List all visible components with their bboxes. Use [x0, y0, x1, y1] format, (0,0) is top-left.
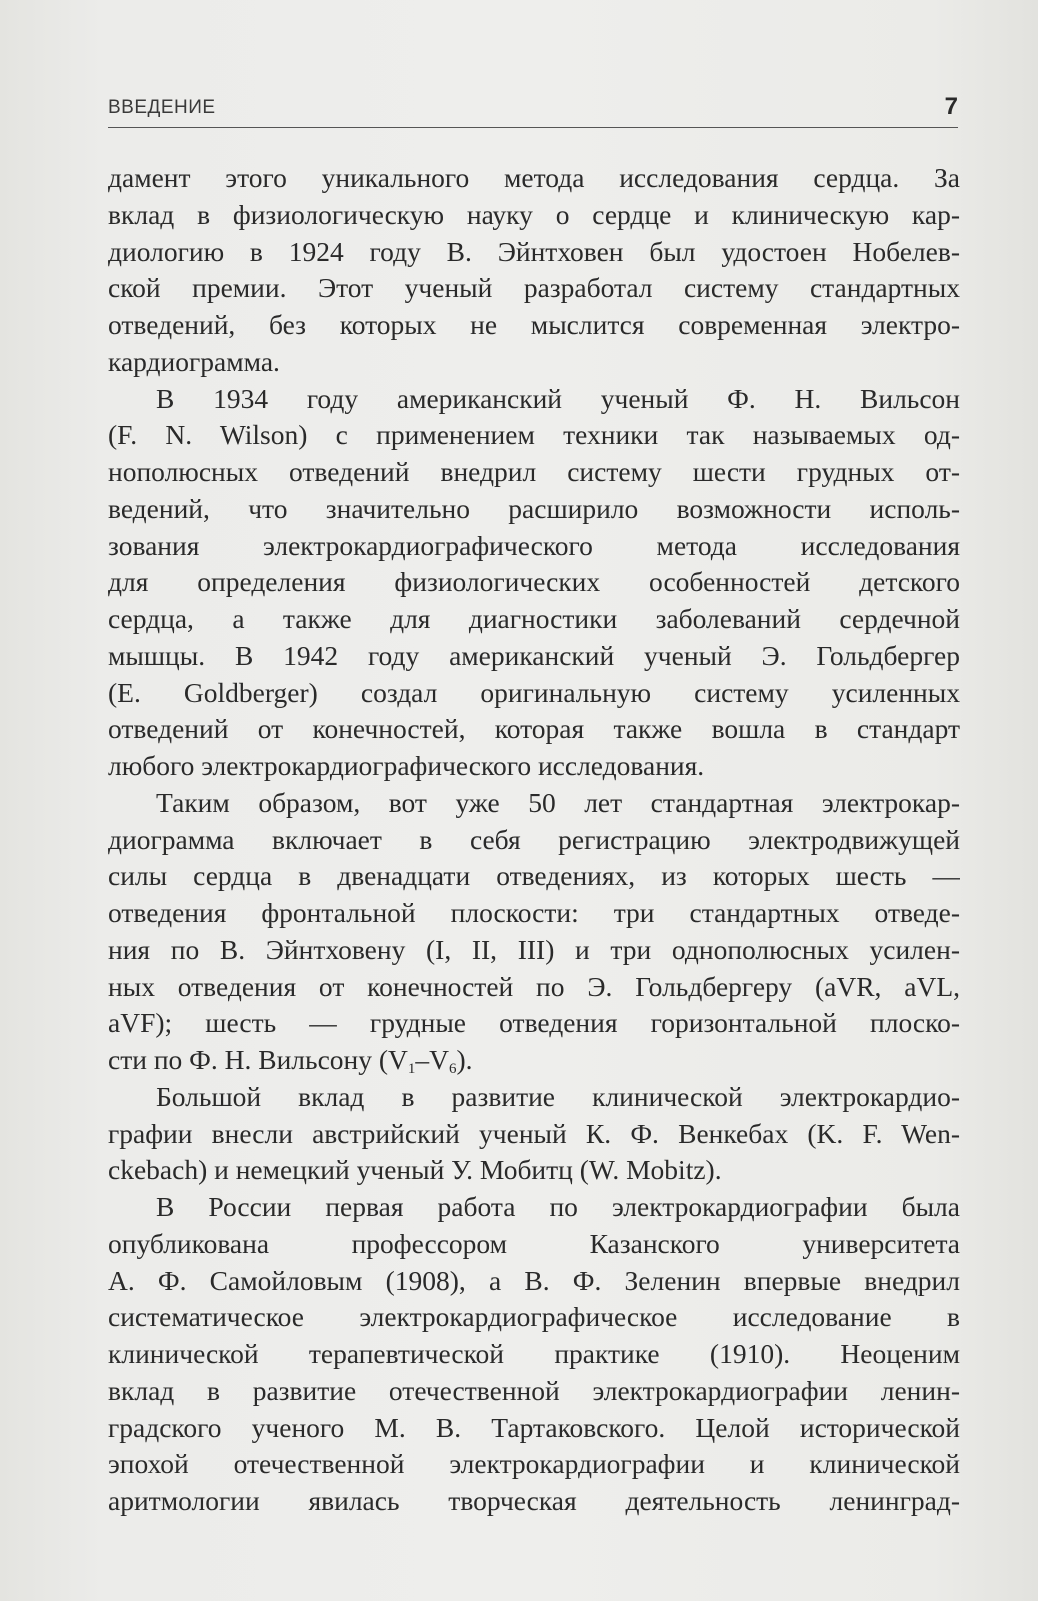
lead-subscript-last: 6	[449, 1061, 457, 1077]
text-line: графии внесли австрийский ученый К. Ф. Венкебах (K. F. Wen-	[108, 1117, 960, 1149]
lead-subscript-first: 1	[407, 1061, 416, 1077]
text-line: дамент этого уникального метода исследования сердца. За	[108, 162, 960, 193]
text-line: аритмологии явилась творческая деятельность ленинград-	[108, 1485, 960, 1516]
text-line: А. Ф. Самойловым (1908), а В. Ф. Зеленин впервые внедрил	[108, 1264, 960, 1296]
leads-dash: –V	[415, 1044, 450, 1075]
leads-suffix: ).	[456, 1044, 473, 1075]
text-line: ской премии. Этот ученый разработал систему стандартных	[108, 272, 960, 304]
text-line: мышцы. В 1942 году американский ученый Э. Гольдбергер	[108, 639, 960, 671]
leads-prefix: сти по Ф. Н. Вильсону (V	[108, 1044, 408, 1075]
text-line: Большой вклад в развитие клинической электрокардио-	[156, 1080, 960, 1112]
text-line: силы сердца в двенадцати отведениях, из которых шесть —	[108, 860, 960, 892]
section-title: ВВЕДЕНИЕ	[108, 97, 216, 118]
text-line: сердца, а также для диагностики заболеваний сердечной	[108, 603, 960, 634]
text-line: отведений от конечностей, которая также вошла в стандарт	[108, 713, 960, 745]
text-line: ckebach) и немецкий ученый У. Мобитц (W. Mobitz).	[108, 1154, 722, 1186]
text-line: вклад в физиологическую науку о сердце и клиническую кар-	[108, 198, 960, 230]
text-line: вклад в развитие отечественной электрокардиографии ленин-	[108, 1374, 960, 1406]
text-line: (F. N. Wilson) с применением техники так называемых од-	[108, 419, 960, 451]
text-line: эпохой отечественной электрокардиографии и клинической	[108, 1448, 960, 1480]
text-line-chest-leads	[108, 1042, 960, 1079]
text-line: клинической терапевтической практике (1910). Неоценим	[108, 1338, 960, 1369]
text-line: диограмма включает в себя регистрацию электродвижущей	[108, 823, 960, 855]
text-line: опубликована профессором Казанского университета	[108, 1227, 960, 1259]
text-line: зования электрокардиографического метода исследования	[108, 529, 960, 561]
text-line: для определения физиологических особенностей детского	[108, 566, 960, 598]
text-line: диологию в 1924 году В. Эйнтховен был удостоен Нобелев-	[108, 235, 960, 267]
text-line: систематическое электрокардиографическое исследование в	[108, 1301, 960, 1333]
text-line: ведений, что значительно расширило возможности исполь-	[108, 492, 960, 524]
text-line: кардиограмма.	[108, 345, 280, 377]
page-number: 7	[944, 93, 958, 120]
running-header	[108, 93, 958, 128]
text-line: В России первая работа по электрокардиографии была	[156, 1191, 960, 1222]
text-line: любого электрокардиографического исследования.	[108, 750, 705, 781]
text-line: Таким образом, вот уже 50 лет стандартная электрокар-	[156, 786, 960, 818]
text-line: отведений, без которых не мыслится современная электро-	[108, 309, 960, 340]
text-line: (E. Goldberger) создал оригинальную систему усиленных	[108, 676, 960, 708]
text-line: ных отведения от конечностей по Э. Гольдбергеру (aVR, aVL,	[108, 970, 960, 1002]
text-line: градского ученого М. В. Тартаковского. Целой исторической	[108, 1411, 960, 1443]
text-line: отведения фронтальной плоскости: три стандартных отведе-	[108, 897, 960, 928]
body-text	[108, 160, 960, 1520]
text-line: В 1934 году американский ученый Ф. Н. Вильсон	[156, 382, 960, 414]
text-line: aVF); шесть — грудные отведения горизонтальной плоско-	[108, 1007, 960, 1039]
text-line: нополюсных отведений внедрил систему шести грудных от-	[108, 456, 960, 487]
text-line: ния по В. Эйнтховену (I, II, III) и три однополюсных усилен-	[108, 933, 960, 965]
